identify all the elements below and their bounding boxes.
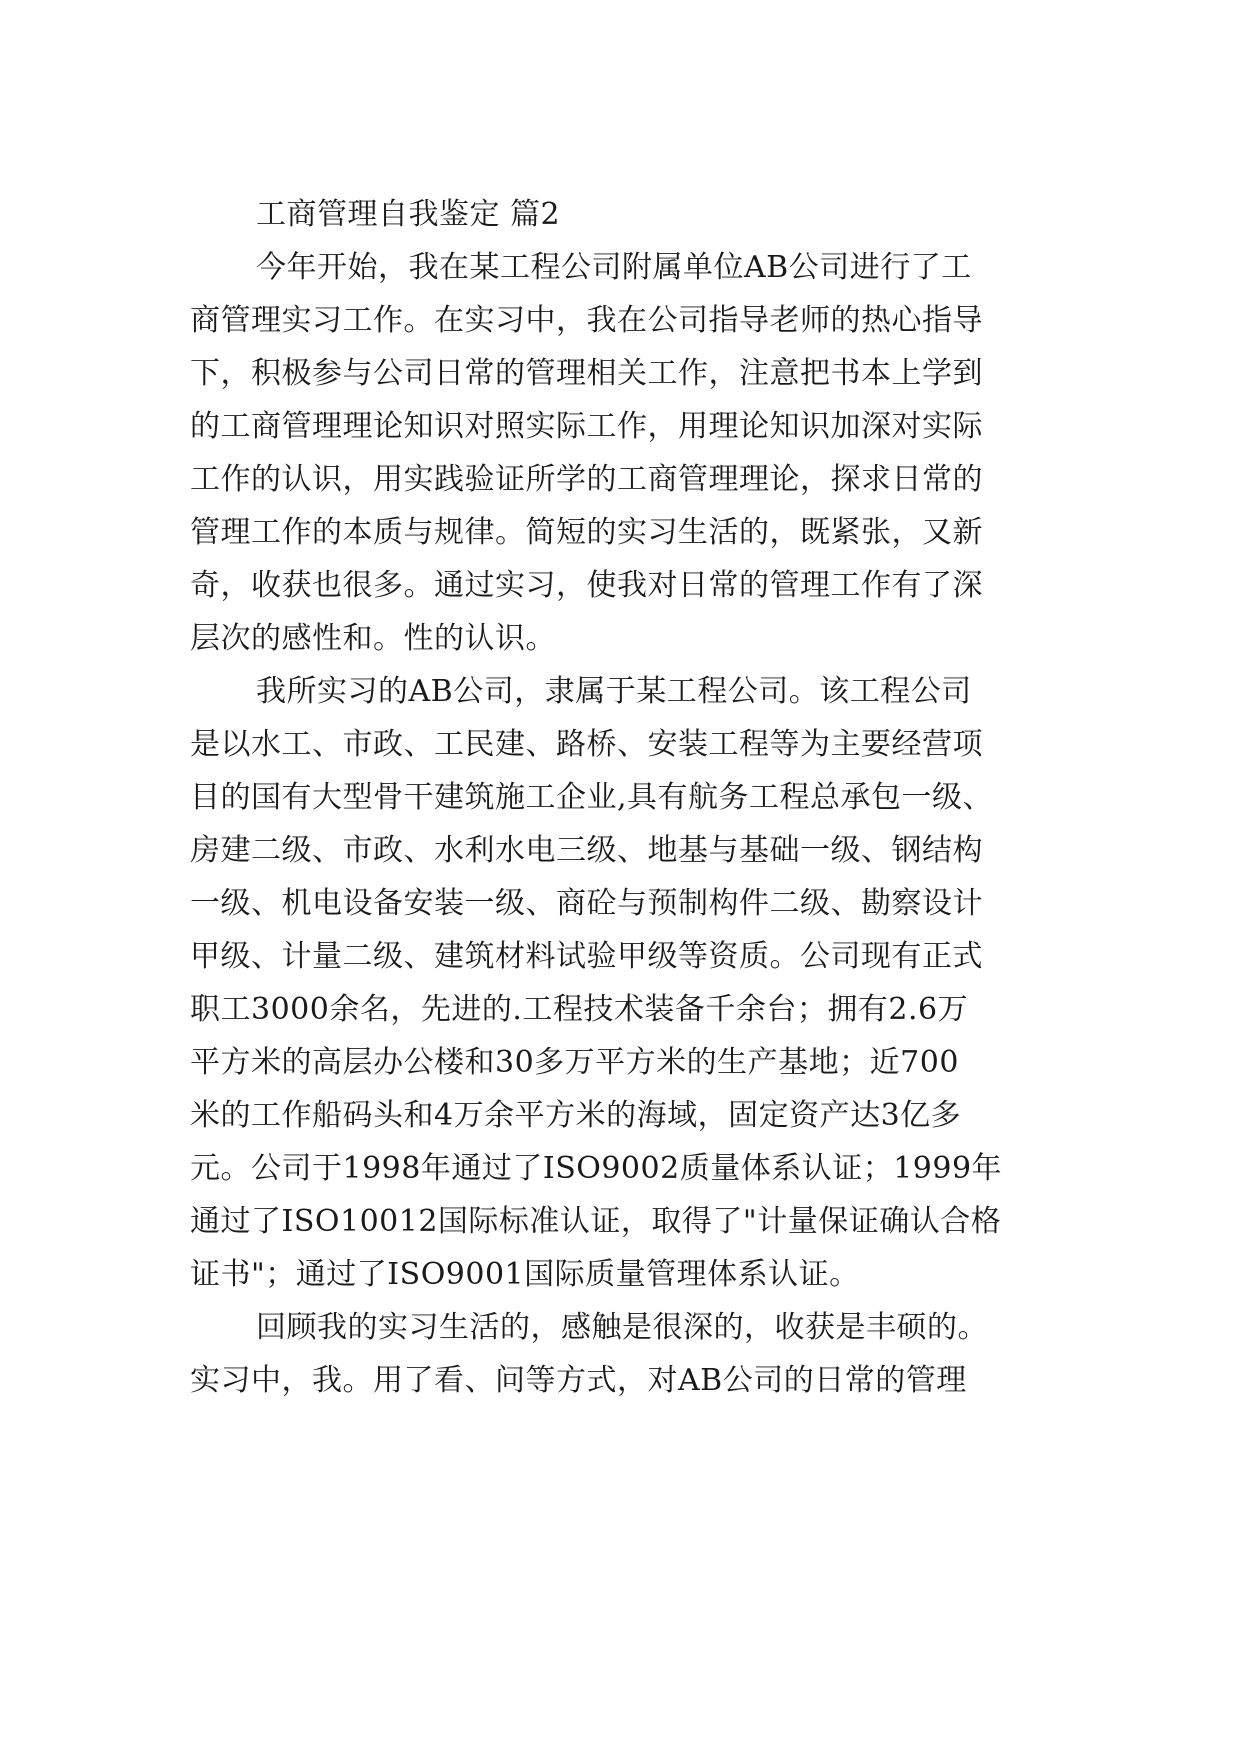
paragraph-line: 实习中，我。用了看、问等方式，对AB公司的日常的管理 xyxy=(190,1363,967,1398)
paragraph-line: 米的工作船码头和4万余平方米的海域，固定资产达3亿多 xyxy=(190,1098,962,1133)
paragraph-line: 房建二级、市政、水利水电三级、地基与基础一级、钢结构 xyxy=(190,833,983,868)
paragraph-line: 商管理实习工作。在实习中，我在公司指导老师的热心指导 xyxy=(190,303,983,338)
paragraph-line: 一级、机电设备安装一级、商砼与预制构件二级、勘察设计 xyxy=(190,886,983,921)
paragraph-line: 甲级、计量二级、建筑材料试验甲级等资质。公司现有正式 xyxy=(190,939,983,974)
paragraph-line: 平方米的高层办公楼和30多万平方米的生产基地；近700 xyxy=(190,1045,959,1080)
paragraph-line: 下，积极参与公司日常的管理相关工作，注意把书本上学到 xyxy=(190,356,983,391)
paragraph-line: 回顾我的实习生活的，感触是很深的，收获是丰硕的。 xyxy=(256,1310,988,1345)
paragraph-line: 管理工作的本质与规律。简短的实习生活的，既紧张，又新 xyxy=(190,515,983,550)
document-body xyxy=(190,188,1052,1407)
paragraph-line: 目的国有大型骨干建筑施工企业,具有航务工程总承包一级、 xyxy=(190,780,994,815)
paragraph-line: 今年开始，我在某工程公司附属单位AB公司进行了工 xyxy=(256,250,972,285)
paragraph-line: 元。公司于1998年通过了ISO9002质量体系认证；1999年 xyxy=(190,1151,1003,1186)
paragraph-line: 奇，收获也很多。通过实习，使我对日常的管理工作有了深 xyxy=(190,568,983,603)
paragraph-line: 工作的认识，用实践验证所学的工商管理理论，探求日常的 xyxy=(190,462,983,497)
paragraph-line: 是以水工、市政、工民建、路桥、安装工程等为主要经营项 xyxy=(190,727,983,762)
paragraph-line: 通过了ISO10012国际标准认证，取得了"计量保证确认合格 xyxy=(190,1204,1002,1239)
paragraph-1 xyxy=(190,241,1052,665)
section-heading: 工商管理自我鉴定 篇2 xyxy=(256,197,561,232)
paragraph-line: 层次的感性和。性的认识。 xyxy=(190,621,556,656)
paragraph-line: 职工3000余名，先进的.工程技术装备千余台；拥有2.6万 xyxy=(190,992,969,1027)
paragraph-line: 证书"；通过了ISO9001国际质量管理体系认证。 xyxy=(190,1257,860,1292)
paragraph-line: 我所实习的AB公司，隶属于某工程公司。该工程公司 xyxy=(256,674,972,709)
paragraph-line: 的工商管理理论知识对照实际工作，用理论知识加深对实际 xyxy=(190,409,983,444)
paragraph-3 xyxy=(190,1301,1052,1407)
paragraph-2 xyxy=(190,665,1052,1301)
